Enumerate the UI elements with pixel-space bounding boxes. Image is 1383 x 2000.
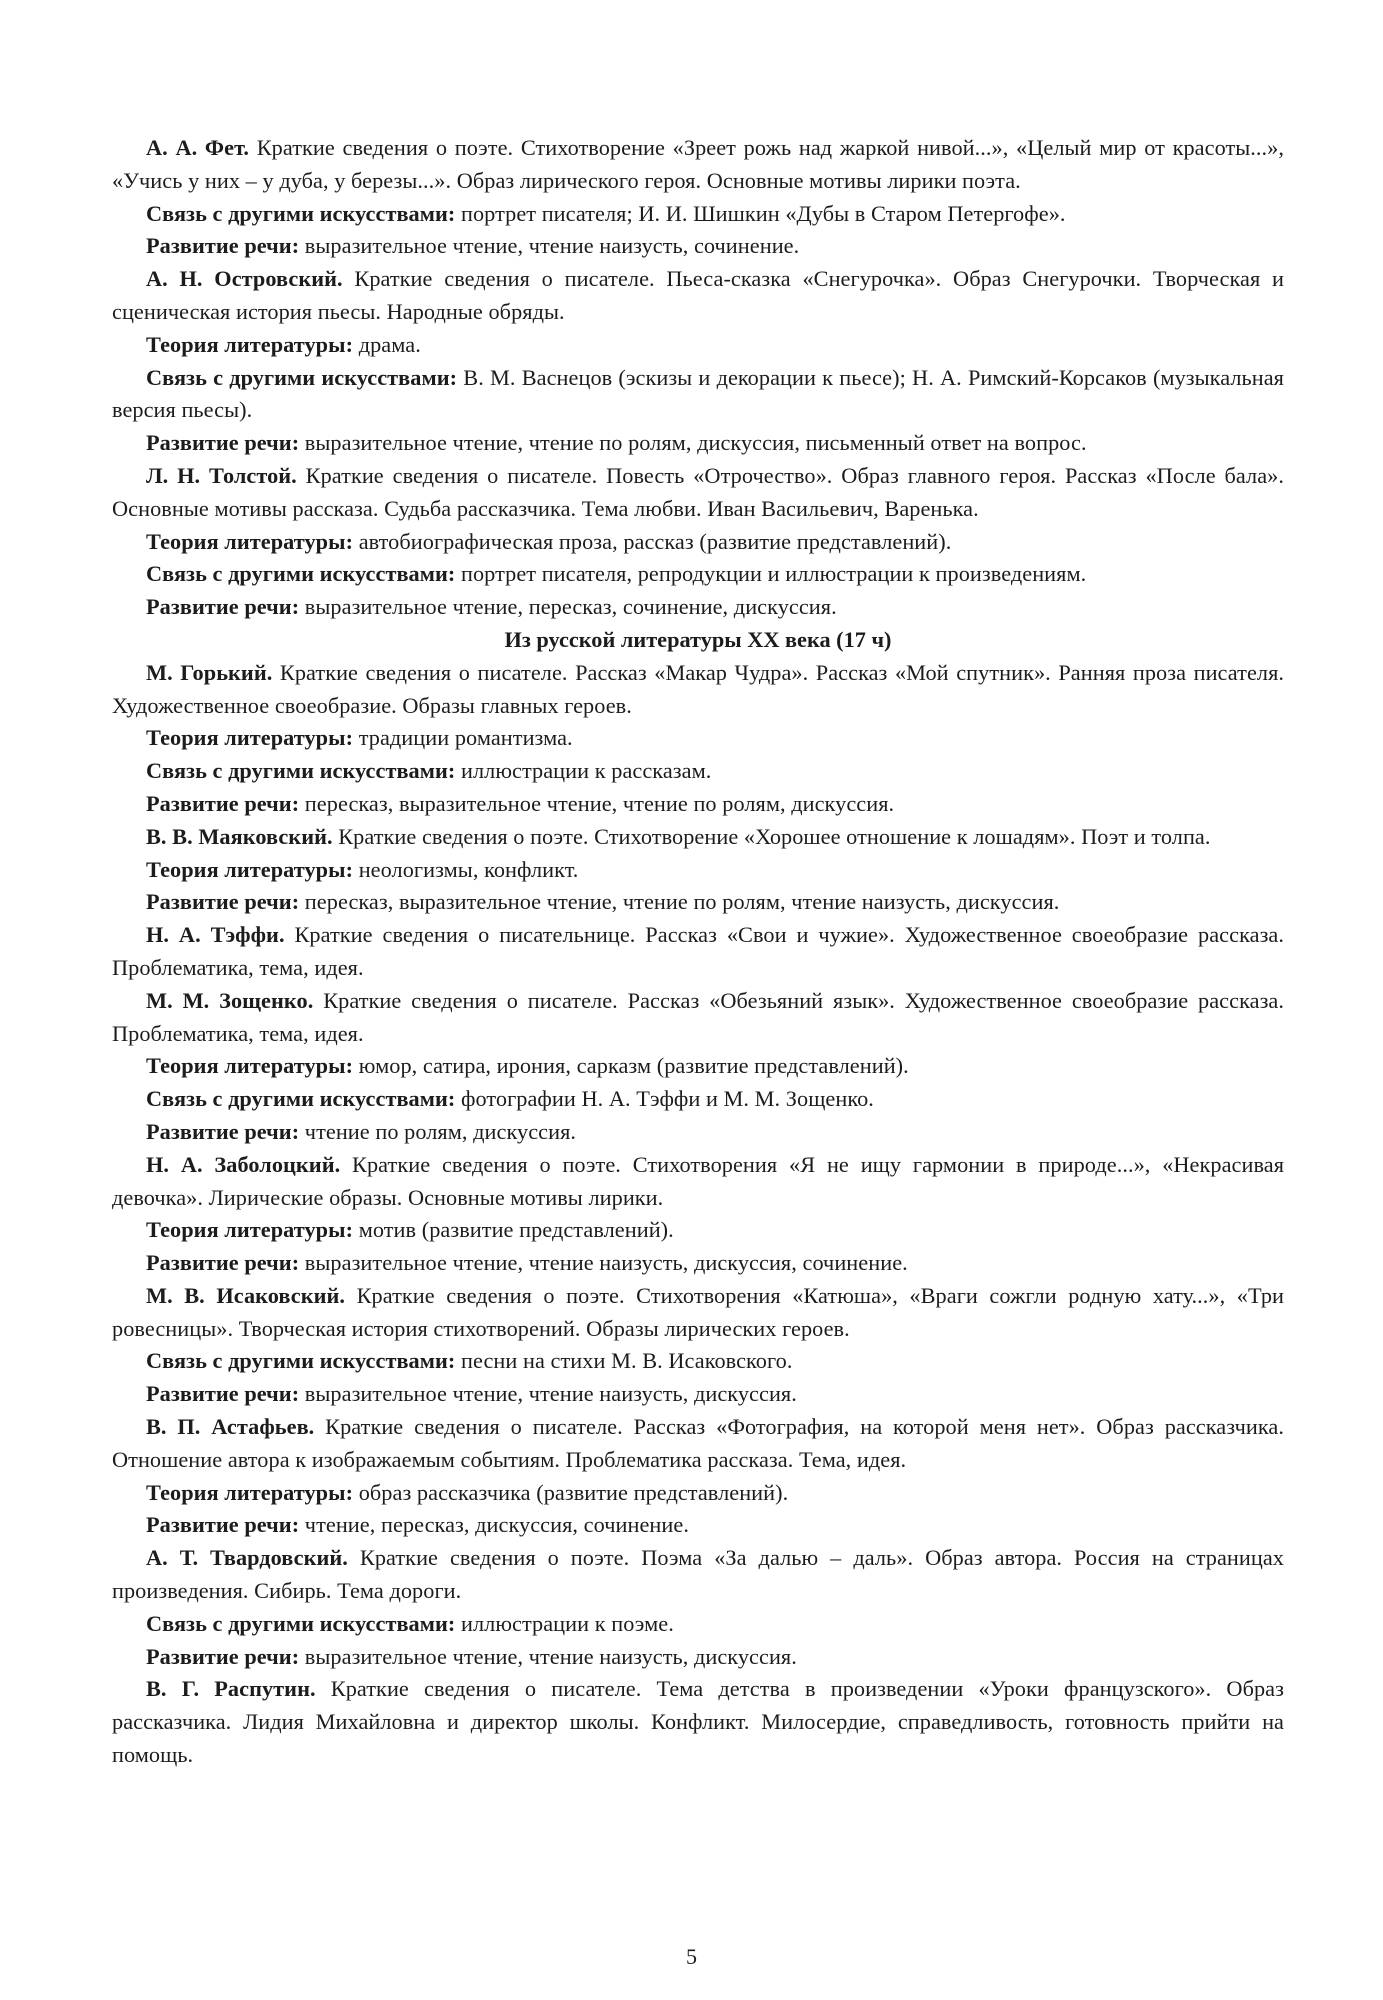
page-number: 5 (686, 1944, 697, 1969)
paragraph-text: выразительное чтение, чтение наизусть, дискуссия. (299, 1643, 797, 1669)
paragraph-lead: А. Н. Островский. (146, 266, 343, 292)
paragraph-text: пересказ, выразительное чтение, чтение по ролям, дискуссия. (299, 790, 895, 816)
paragraph-lead: Н. А. Заболоцкий. (146, 1151, 341, 1177)
paragraph-text: Краткие сведения о писателе. Повесть «Отрочество». Образ главного героя. Рассказ «После бала». Основные мотивы рассказа. Судьба рассказчика. Тема любви. Иван Васильевич, Варенька. (112, 462, 1284, 521)
paragraph-lead: Связь с другими искусствами: (146, 561, 456, 587)
paragraph-lead: Развитие речи: (146, 790, 300, 816)
paragraph-lead: В. П. Астафьев. (146, 1414, 315, 1440)
paragraph-lead: В. Г. Распутин. (146, 1676, 316, 1702)
paragraph-text: выразительное чтение, чтение наизусть, дискуссия, сочинение. (299, 1250, 908, 1276)
document-body (112, 132, 1284, 1772)
document-page (112, 132, 1284, 1772)
paragraph-text: песни на стихи М. В. Исаковского. (455, 1348, 793, 1374)
paragraph-text: чтение по ролям, дискуссия. (299, 1118, 577, 1144)
paragraph (112, 526, 1284, 559)
paragraph (112, 821, 1284, 854)
paragraph (112, 362, 1284, 428)
paragraph-lead: Развитие речи: (146, 233, 300, 259)
paragraph (112, 198, 1284, 231)
paragraph (112, 132, 1284, 198)
paragraph-text: Краткие сведения о писателе. Рассказ «Фотография, на которой меня нет». Образ рассказчика. Отношение автора к изображаемым событиям. Проблематика рассказа. Тема, идея. (112, 1414, 1284, 1472)
paragraph (112, 854, 1284, 887)
paragraph-text: Краткие сведения о поэте. Поэма «За далью – даль». Образ автора. Россия на страницах произведения. Сибирь. Тема дороги. (112, 1545, 1285, 1604)
paragraph-lead: Теория литературы: (146, 1217, 354, 1243)
paragraph-text: иллюстрации к рассказам. (455, 758, 712, 784)
paragraph (112, 329, 1284, 362)
paragraph-text: юмор, сатира, ирония, сарказм (развитие представлений). (353, 1053, 909, 1079)
paragraph (112, 1116, 1284, 1149)
paragraph (112, 1673, 1284, 1771)
paragraph-text: В. М. Васнецов (эскизы и декорации к пьесе); Н. А. Римский-Корсаков (музыкальная версия пьесы). (112, 364, 1284, 423)
paragraph-lead: Развитие речи: (146, 1381, 300, 1407)
paragraph (112, 919, 1284, 985)
paragraph (112, 1542, 1284, 1608)
paragraph-text: Краткие сведения о писателе. Тема детства в произведении «Уроки французского». Образ рассказчика. Лидия Михайловна и директор школы. Конфликт. Милосердие, справедливость, готовность прийти на помощь. (112, 1676, 1284, 1768)
paragraph (112, 460, 1284, 526)
paragraph-lead: Теория литературы: (146, 725, 354, 751)
paragraph-text: драма. (353, 331, 421, 357)
paragraph-lead: Н. А. Тэффи. (146, 922, 285, 948)
paragraph-text: иллюстрации к поэме. (455, 1610, 674, 1636)
paragraph-text: Краткие сведения о поэте. Стихотворение «Зреет рожь над жаркой нивой...», «Целый мир от красоты...», «Учись у них – у дуба, у березы...». Образ лирического героя. Основные мотивы лирики поэта. (112, 135, 1285, 193)
paragraph-lead: А. А. Фет. (146, 135, 250, 160)
paragraph-text: выразительное чтение, чтение наизусть, сочинение. (299, 233, 800, 259)
section-heading: Из русской литературы XX века (17 ч) (504, 626, 892, 652)
paragraph (112, 1214, 1284, 1247)
paragraph (112, 657, 1284, 723)
paragraph-text: мотив (развитие представлений). (353, 1217, 674, 1243)
paragraph (112, 1477, 1284, 1510)
paragraph-text: чтение, пересказ, дискуссия, сочинение. (299, 1512, 689, 1538)
paragraph-lead: Развитие речи: (146, 1250, 300, 1276)
paragraph-text: автобиографическая проза, рассказ (развитие представлений). (353, 528, 952, 554)
paragraph (112, 1608, 1284, 1641)
paragraph-lead: Развитие речи: (146, 1118, 300, 1144)
paragraph-lead: Теория литературы: (146, 856, 354, 882)
paragraph (112, 788, 1284, 821)
paragraph-lead: Связь с другими искусствами: (146, 758, 456, 784)
paragraph (112, 591, 1284, 624)
paragraph (112, 985, 1284, 1051)
paragraph (112, 1641, 1284, 1674)
paragraph-text: Краткие сведения о поэте. Стихотворение «Хорошее отношение к лошадям». Поэт и толпа. (332, 823, 1211, 849)
paragraph-lead: Теория литературы: (146, 331, 354, 357)
paragraph-text: выразительное чтение, пересказ, сочинение, дискуссия. (299, 594, 837, 620)
paragraph-text: фотографии Н. А. Тэффи и М. М. Зощенко. (455, 1086, 874, 1112)
paragraph (112, 1345, 1284, 1378)
paragraph-lead: Связь с другими искусствами: (146, 1348, 456, 1374)
paragraph-lead: Теория литературы: (146, 1053, 354, 1079)
paragraph-lead: Теория литературы: (146, 528, 354, 554)
paragraph (112, 1411, 1284, 1477)
paragraph-text: выразительное чтение, чтение наизусть, дискуссия. (299, 1381, 797, 1407)
paragraph (112, 1509, 1284, 1542)
paragraph-lead: Связь с другими искусствами: (146, 1086, 456, 1112)
paragraph (112, 1083, 1284, 1116)
paragraph-lead: М. Горький. (146, 659, 273, 685)
paragraph-text: портрет писателя, репродукции и иллюстрации к произведениям. (455, 561, 1087, 587)
paragraph (112, 755, 1284, 788)
paragraph-lead: Развитие речи: (146, 1512, 300, 1538)
paragraph (112, 230, 1284, 263)
paragraph (112, 1247, 1284, 1280)
paragraph (112, 263, 1284, 329)
paragraph-lead: Теория литературы: (146, 1479, 354, 1505)
paragraph (112, 1050, 1284, 1083)
paragraph-text: Краткие сведения о писательнице. Рассказ «Свои и чужие». Художественное своеобразие рассказа. Проблематика, тема, идея. (112, 922, 1284, 980)
paragraph (112, 1149, 1284, 1215)
paragraph (112, 427, 1284, 460)
paragraph (112, 558, 1284, 591)
paragraph-lead: Развитие речи: (146, 1643, 300, 1669)
paragraph-text: портрет писателя; И. И. Шишкин «Дубы в Старом Петергофе». (455, 200, 1066, 226)
paragraph-text: традиции романтизма. (353, 725, 573, 751)
paragraph-text: неологизмы, конфликт. (353, 856, 579, 882)
paragraph-text: образ рассказчика (развитие представлений). (353, 1479, 789, 1505)
paragraph-lead: Связь с другими искусствами: (146, 200, 456, 226)
paragraph (112, 1280, 1284, 1346)
paragraph-text: пересказ, выразительное чтение, чтение по ролям, чтение наизусть, дискуссия. (299, 889, 1060, 915)
paragraph-lead: Связь с другими искусствами: (146, 364, 458, 390)
paragraph-lead: М. М. Зощенко. (146, 987, 314, 1013)
paragraph-lead: Развитие речи: (146, 430, 300, 456)
paragraph-lead: Развитие речи: (146, 594, 300, 620)
paragraph-lead: Связь с другими искусствами: (146, 1610, 456, 1636)
paragraph-text: Краткие сведения о писателе. Пьеса-сказка «Снегурочка». Образ Снегурочки. Творческая и сценическая история пьесы. Народные обряды. (112, 266, 1284, 324)
paragraph-text: Краткие сведения о писателе. Рассказ «Макар Чудра». Рассказ «Мой спутник». Ранняя проза писателя. Художественное своеобразие. Образы главных героев. (112, 659, 1284, 718)
paragraph-text: Краткие сведения о поэте. Стихотворения «Я не ищу гармонии в природе...», «Некрасивая девочка». Лирические образы. Основные мотивы лирики. (112, 1151, 1284, 1210)
paragraph-lead: А. Т. Твардовский. (146, 1545, 348, 1571)
paragraph-lead: М. В. Исаковский. (146, 1282, 346, 1308)
paragraph-text: выразительное чтение, чтение по ролям, дискуссия, письменный ответ на вопрос. (299, 430, 1087, 456)
paragraph (112, 1378, 1284, 1411)
paragraph (112, 886, 1284, 919)
paragraph-lead: Развитие речи: (146, 889, 300, 915)
paragraph (112, 722, 1284, 755)
paragraph-lead: Л. Н. Толстой. (146, 462, 297, 488)
paragraph-lead: В. В. Маяковский. (146, 823, 333, 849)
paragraph-text: Краткие сведения о поэте. Стихотворения «Катюша», «Враги сожгли родную хату...», «Три ровесницы». Творческая история стихотворений. Образы лирических героев. (112, 1282, 1284, 1341)
paragraph-text: Краткие сведения о писателе. Рассказ «Обезьяний язык». Художественное своеобразие рассказа. Проблематика, тема, идея. (112, 987, 1284, 1046)
